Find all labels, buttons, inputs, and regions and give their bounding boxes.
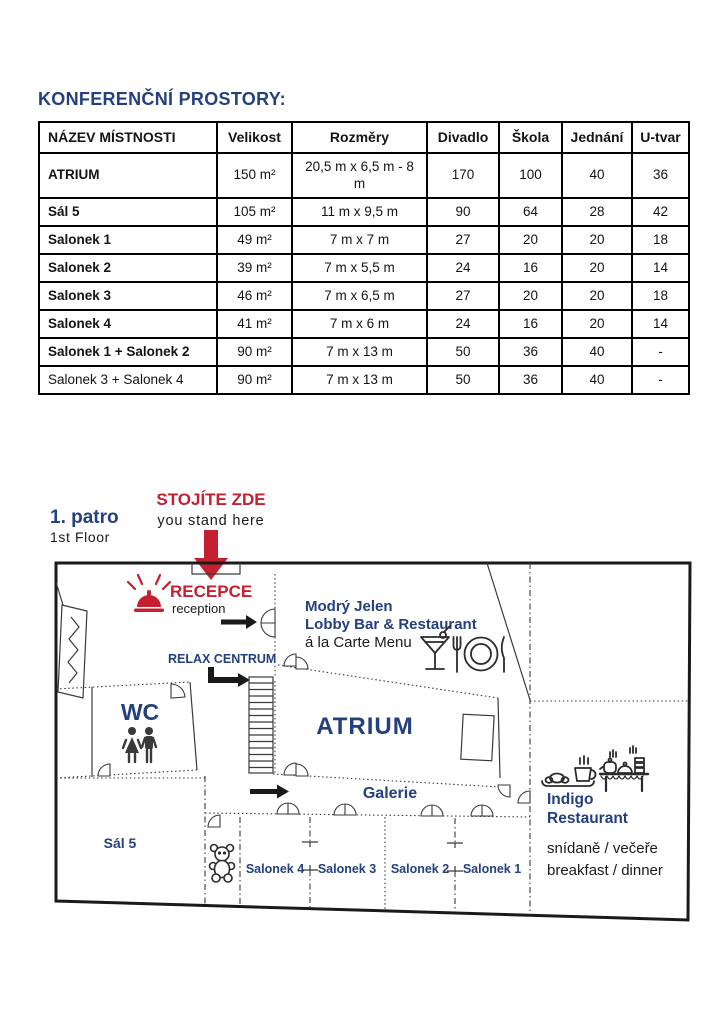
sal5-label: Sál 5 (103, 835, 137, 851)
indigo-label-line1: Indigo (547, 791, 594, 808)
cell-dimensions: 7 m x 6 m (292, 310, 427, 338)
cell-size: 105 m² (217, 198, 292, 226)
relax-arrow-icon (211, 667, 250, 687)
atrium-bottom-door-icon (284, 763, 308, 776)
cloakroom-zigzag (68, 617, 79, 683)
conference-rooms-table (38, 121, 690, 395)
salonky-door3-icon (421, 805, 443, 816)
galerie-right-door-icon (498, 785, 530, 803)
cell-dimensions: 7 m x 6,5 m (292, 282, 427, 310)
corridor-door-icon (208, 815, 220, 827)
cell-boardroom: 20 (562, 282, 632, 310)
reception-bell-icon (128, 575, 170, 612)
col-header-room-name: NÁZEV MÍSTNOSTI (39, 122, 217, 153)
buffet-table-icon (600, 746, 648, 791)
cell-room-name: ATRIUM (39, 153, 217, 198)
cell-ushape: 42 (632, 198, 689, 226)
indigo-meals-cz: snídaně / večeře (547, 840, 658, 857)
salonky-door4-icon (471, 805, 493, 816)
cell-boardroom: 20 (562, 310, 632, 338)
teddy-bear-icon (210, 845, 235, 883)
cell-theatre: 27 (427, 282, 499, 310)
indigo-meals-en: breakfast / dinner (547, 862, 663, 879)
wc-door-icon (171, 684, 185, 698)
wc-top-wall (56, 682, 190, 689)
cell-room-name: Salonek 1 (39, 226, 217, 254)
cell-boardroom: 40 (562, 153, 632, 198)
cell-size: 90 m² (217, 338, 292, 366)
cell-theatre: 50 (427, 338, 499, 366)
cell-school: 100 (499, 153, 562, 198)
cell-school: 64 (499, 198, 562, 226)
cell-ushape: - (632, 366, 689, 394)
cell-theatre: 170 (427, 153, 499, 198)
cell-ushape: 18 (632, 226, 689, 254)
cell-school: 16 (499, 310, 562, 338)
cell-room-name: Salonek 2 (39, 254, 217, 282)
reception-label-cz: RECEPCE (170, 582, 253, 601)
table-row (39, 366, 689, 394)
you-are-here-cz: STOJÍTE ZDE (156, 490, 266, 509)
relax-centrum-label: RELAX CENTRUM (168, 652, 277, 666)
table-row (39, 198, 689, 226)
table-row (39, 254, 689, 282)
salonek2-label: Salonek 2 (390, 862, 450, 876)
you-are-here-arrow-icon (194, 530, 228, 580)
you-are-here-en: you stand here (157, 513, 265, 529)
cell-size: 39 m² (217, 254, 292, 282)
cell-dimensions: 7 m x 5,5 m (292, 254, 427, 282)
cell-dimensions: 20,5 m x 6,5 m - 8 m (292, 153, 427, 198)
cell-dimensions: 11 m x 9,5 m (292, 198, 427, 226)
cell-school: 16 (499, 254, 562, 282)
cell-size: 46 m² (217, 282, 292, 310)
col-header-school: Škola (499, 122, 562, 153)
atrium-top-door-icon (284, 654, 308, 669)
col-header-boardroom: Jednání (562, 122, 632, 153)
col-header-size: Velikost (217, 122, 292, 153)
indigo-label-line2: Restaurant (547, 810, 628, 827)
restroom-figures-icon (123, 727, 156, 762)
cell-boardroom: 40 (562, 338, 632, 366)
wc-label: WC (120, 699, 160, 725)
cell-room-name: Salonek 3 + Salonek 4 (39, 366, 217, 394)
atrium-stage (461, 714, 494, 761)
cell-school: 36 (499, 338, 562, 366)
atrium-top-wall (278, 665, 498, 698)
cell-theatre: 27 (427, 226, 499, 254)
cell-size: 90 m² (217, 366, 292, 394)
cell-size: 150 m² (217, 153, 292, 198)
cell-ushape: - (632, 338, 689, 366)
col-header-ushape: U-tvar (632, 122, 689, 153)
floor-label-cz: 1. patro (50, 507, 119, 528)
cell-theatre: 90 (427, 198, 499, 226)
table-row (39, 282, 689, 310)
lobby-menu-line: á la Carte Menu (305, 634, 412, 651)
cell-room-name: Salonek 4 (39, 310, 217, 338)
wc-right-wall (190, 682, 197, 770)
galerie-label: Galerie (362, 785, 418, 802)
lobby-name-line1: Modrý Jelen (305, 598, 393, 615)
salonek1-label: Salonek 1 (462, 862, 522, 876)
table-row (39, 310, 689, 338)
salonek3-label: Salonek 3 (317, 862, 377, 876)
wc-bottom-wall (56, 770, 197, 778)
lobby-door-icon (261, 609, 275, 637)
cell-ushape: 14 (632, 254, 689, 282)
restaurant-plate-icon (454, 637, 505, 672)
staircase-icon (249, 677, 273, 773)
cell-ushape: 18 (632, 282, 689, 310)
table-row (39, 226, 689, 254)
lobby-right-wall (487, 563, 530, 700)
atrium-right-wall (498, 698, 500, 778)
salonky-door1-icon (277, 803, 299, 814)
cell-size: 49 m² (217, 226, 292, 254)
cell-boardroom: 28 (562, 198, 632, 226)
galerie-arrow-icon (250, 785, 289, 799)
cell-ushape: 14 (632, 310, 689, 338)
table-row (39, 338, 689, 366)
partition-s2-s1-ticks (447, 843, 463, 871)
cell-dimensions: 7 m x 7 m (292, 226, 427, 254)
table-header-row (39, 122, 689, 153)
salonek4-label: Salonek 4 (245, 862, 305, 876)
cell-dimensions: 7 m x 13 m (292, 338, 427, 366)
lobby-name-line2: Lobby Bar & Restaurant (305, 616, 477, 633)
page-title: KONFERENČNÍ PROSTORY: (38, 89, 286, 109)
cell-boardroom: 40 (562, 366, 632, 394)
cell-boardroom: 20 (562, 254, 632, 282)
reception-arrow-icon (221, 615, 257, 629)
cell-theatre: 24 (427, 254, 499, 282)
cell-school: 20 (499, 282, 562, 310)
table-row (39, 153, 689, 198)
cell-room-name: Sál 5 (39, 198, 217, 226)
partition-s4-s3-ticks (302, 842, 318, 870)
atrium-label: ATRIUM (316, 713, 414, 740)
cell-boardroom: 20 (562, 226, 632, 254)
floor-plan (40, 486, 700, 938)
cell-theatre: 24 (427, 310, 499, 338)
reception-label-en: reception (172, 601, 226, 616)
cell-size: 41 m² (217, 310, 292, 338)
cell-ushape: 36 (632, 153, 689, 198)
floor-label-en: 1st Floor (50, 529, 110, 545)
cell-school: 36 (499, 366, 562, 394)
cell-room-name: Salonek 1 + Salonek 2 (39, 338, 217, 366)
cell-room-name: Salonek 3 (39, 282, 217, 310)
wc-door2-icon (98, 764, 110, 776)
salonky-door2-icon (334, 804, 356, 815)
cell-dimensions: 7 m x 13 m (292, 366, 427, 394)
col-header-theatre: Divadlo (427, 122, 499, 153)
cell-school: 20 (499, 226, 562, 254)
col-header-dimensions: Rozměry (292, 122, 427, 153)
breakfast-tray-icon (542, 756, 596, 786)
cell-theatre: 50 (427, 366, 499, 394)
